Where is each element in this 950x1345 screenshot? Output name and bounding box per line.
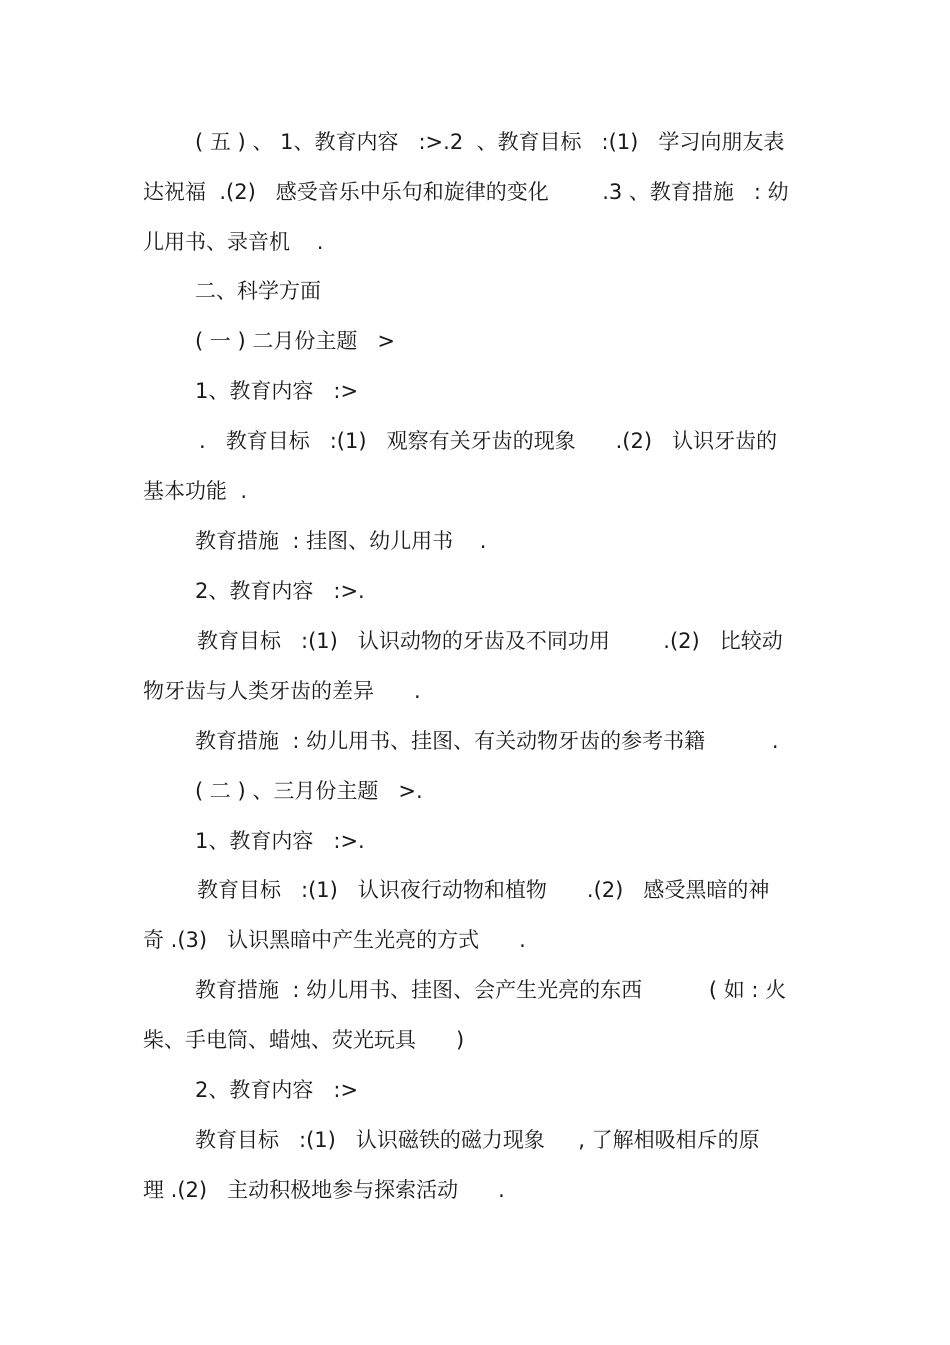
text-line-10: 2、教育内容 :>. xyxy=(195,579,365,603)
text-line-16: 教育目标 :(1) 认识夜行动物和植物 .(2) 感受黑暗的神 xyxy=(197,878,770,902)
text-line-8: 基本功能 . xyxy=(143,479,248,503)
section-heading: 二、科学方面 xyxy=(195,279,321,303)
text-line-19: 柴、手电筒、蜡烛、荧光玩具 ) xyxy=(143,1028,465,1052)
text-line-21: 教育目标 :(1) 认识磁铁的磁力现象 , 了解相吸相斥的原 xyxy=(195,1128,760,1152)
text-line-17: 奇 .(3) 认识黑暗中产生光亮的方式 . xyxy=(143,928,526,952)
text-line-1: ( 五 ) 、 1、教育内容 :>.2 、教育目标 :(1) 学习向朋友表 xyxy=(195,130,785,154)
text-line-15: 1、教育内容 :>. xyxy=(195,829,365,853)
text-line-20: 2、教育内容 :> xyxy=(195,1078,359,1102)
text-line-6: 1、教育内容 :> xyxy=(195,379,359,403)
text-line-2: 达祝福 .(2) 感受音乐中乐句和旋律的变化 .3 、教育措施 : 幼 xyxy=(143,180,789,204)
text-line-3: 儿用书、录音机 . xyxy=(143,230,324,254)
text-line-9: 教育措施 : 挂图、幼儿用书 . xyxy=(195,529,487,553)
text-line-12: 物牙齿与人类牙齿的差异 . xyxy=(143,679,421,703)
text-line-22: 理 .(2) 主动积极地参与探索活动 . xyxy=(143,1178,505,1202)
text-line-7: . 教育目标 :(1) 观察有关牙齿的现象 .(2) 认识牙齿的 xyxy=(199,429,778,453)
text-line-13: 教育措施 : 幼儿用书、挂图、有关动物牙齿的参考书籍 . xyxy=(195,729,779,753)
text-line-11: 教育目标 :(1) 认识动物的牙齿及不同功用 .(2) 比较动 xyxy=(197,629,783,653)
text-line-14: ( 二 ) 、三月份主题 >. xyxy=(195,779,423,803)
text-line-5: ( 一 ) 二月份主题 > xyxy=(195,329,396,353)
text-line-18: 教育措施 : 幼儿用书、挂图、会产生光亮的东西 ( 如 : 火 xyxy=(195,978,787,1002)
